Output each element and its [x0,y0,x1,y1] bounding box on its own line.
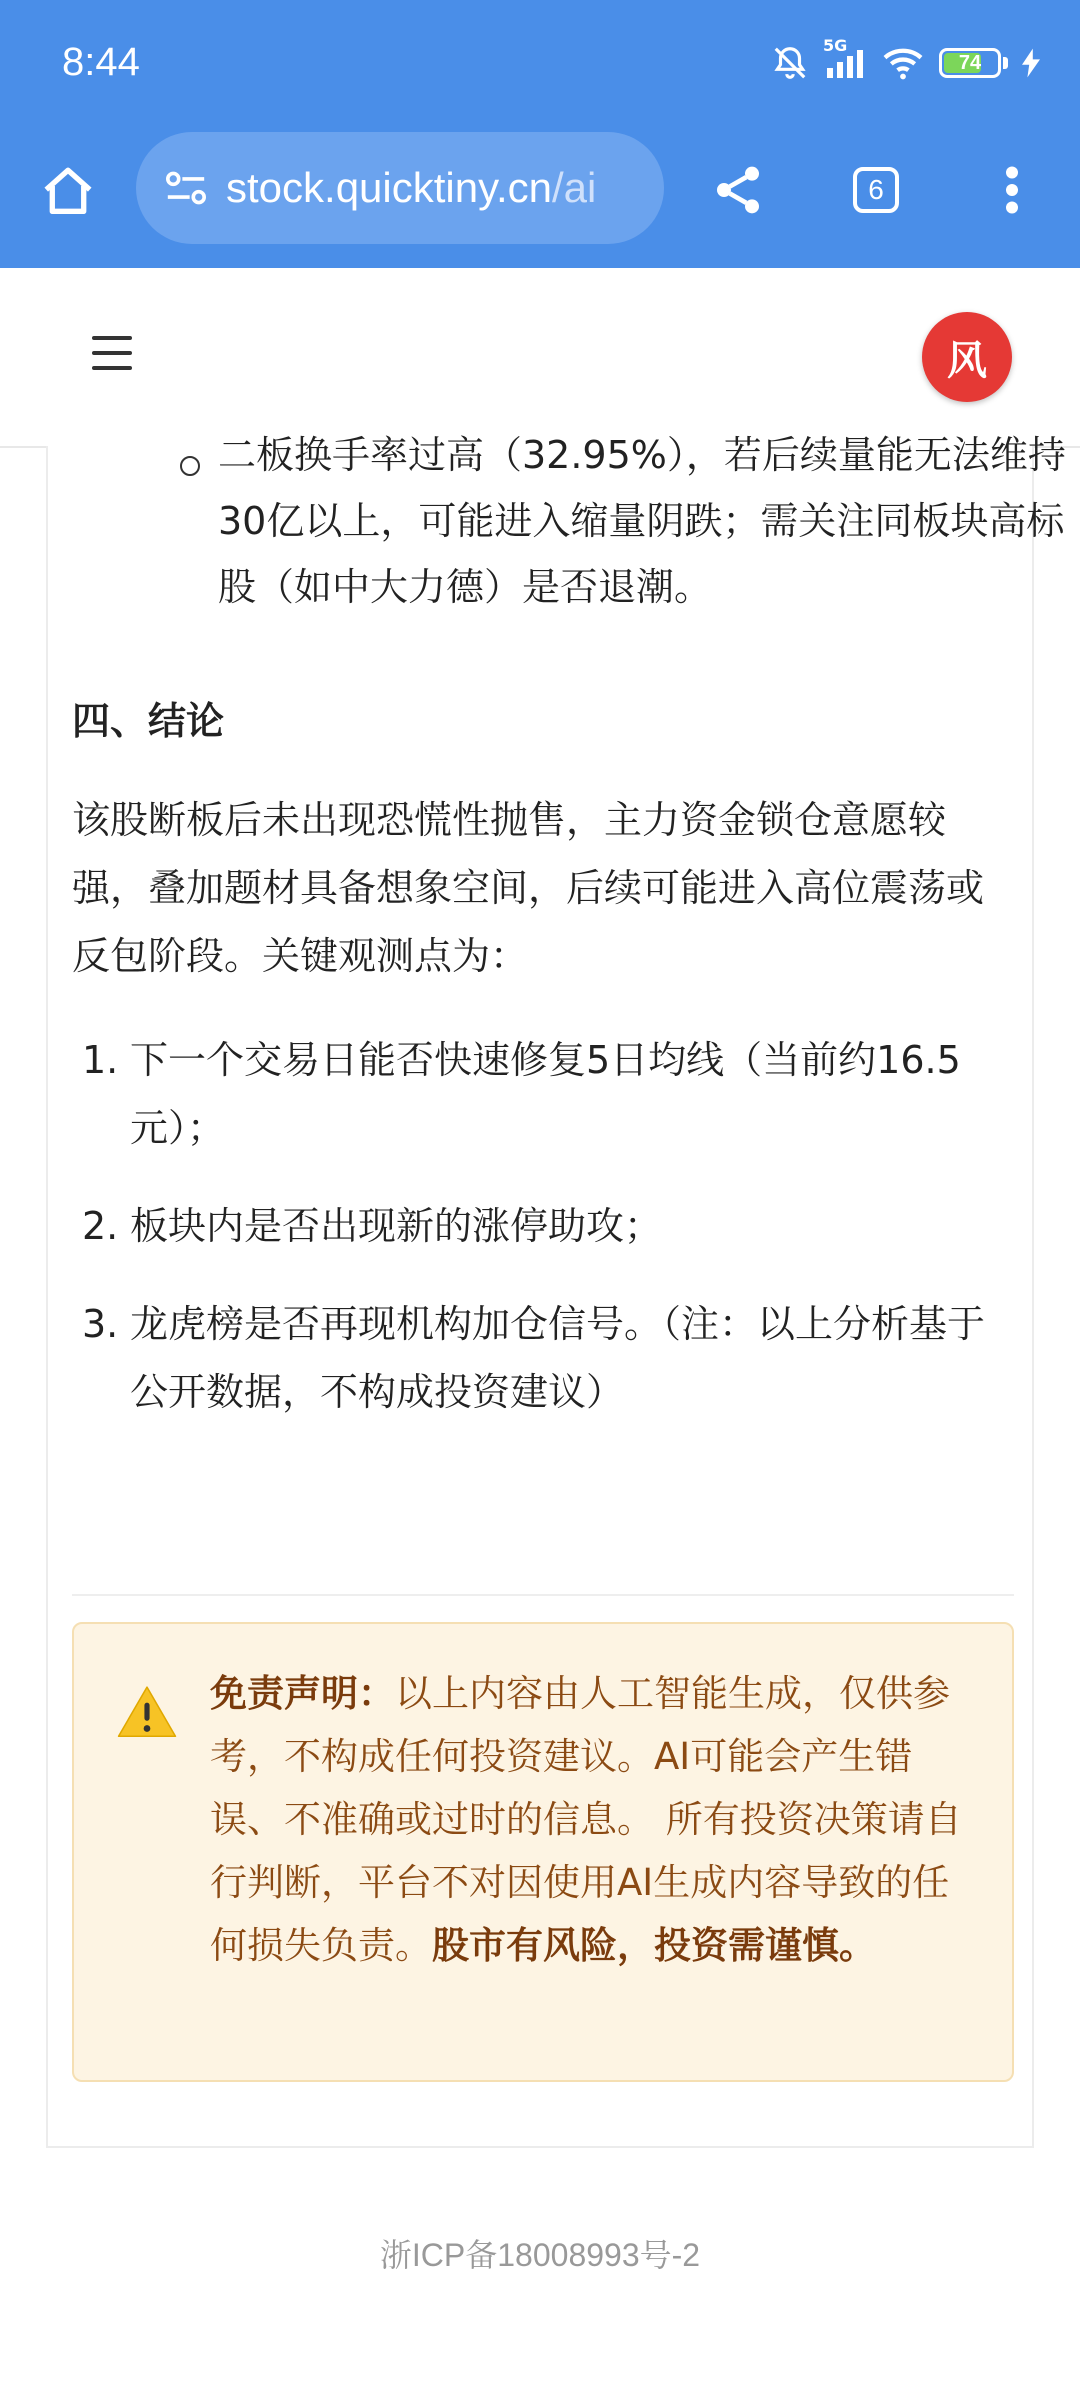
conclusion-paragraph: 该股断板后未出现恐慌性抛售，主力资金锁仓意愿较强，叠加题材具备想象空间，后续可能进入高位震荡或反包阶段。关键观测点为： [72,798,985,978]
share-icon [710,162,766,218]
sub-item-text: 二板换手率过高（32.95%），若后续量能无法维持30亿以上，可能进入缩量阴跌；需关注同板块高标股（如中大力德）是否退潮。 [218,433,1066,609]
network-type: 5G [823,36,848,55]
tab-switcher-button[interactable] [846,160,906,220]
status-bar [0,0,1080,130]
avatar[interactable]: 风 [922,312,1012,402]
bell-off-icon [771,44,809,82]
battery-percent: 74 [958,51,982,74]
url-text[interactable] [226,164,596,212]
url-path: /ai [552,164,597,211]
signal-icon [823,36,867,80]
key-points-list [72,1026,1012,1456]
disclaimer-emphasis: 股市有风险，投资需谨慎。 [432,1924,876,1967]
list-item-text: 龙虎榜是否再现机构加仓信号。（注：以上分析基于公开数据，不构成投资建议） [130,1302,986,1414]
share-button[interactable] [706,158,770,222]
battery-icon [939,48,1001,78]
divider [72,1594,1014,1596]
home-icon [39,163,97,221]
list-item-text: 板块内是否出现新的涨停助攻； [130,1204,663,1248]
overflow-menu-button[interactable] [992,158,1032,222]
wifi-icon [881,45,925,81]
list-number: 1. [82,1038,119,1082]
disclaimer-label: 免责声明： [210,1672,395,1715]
status-icons [771,38,1040,88]
list-item-text: 下一个交易日能否快速修复5日均线（当前约16.5元）； [130,1038,961,1150]
hamburger-menu-icon[interactable] [92,336,132,376]
address-bar[interactable] [136,132,664,244]
warning-icon [116,1682,178,1744]
footer-icp[interactable]: 浙ICP备18008993号-2 [379,2237,701,2273]
list-item [72,1026,1012,1162]
site-settings-icon[interactable] [162,164,210,212]
tab-count: 6 [853,167,899,213]
more-vert-icon [1004,165,1020,215]
list-number: 2. [82,1204,119,1248]
status-time: 8:44 [62,40,140,84]
url-host: stock.quicktiny.cn [226,164,553,211]
battery-indicator [939,48,1008,78]
list-item [72,1290,1012,1426]
url-row [0,132,1080,268]
battery-cap [1003,57,1008,69]
circle-bullet-icon [180,456,200,476]
disclaimer-box [72,1622,1014,2082]
home-button[interactable] [36,160,100,224]
browser-top-bar [0,0,1080,268]
disclaimer-text [210,1662,980,1977]
ai-analysis-card [46,433,1066,2148]
charging-bolt-icon [1022,48,1040,78]
section-title: 四、结论 [72,699,225,743]
disclaimer-body: 以上内容由人工智能生成，仅供参考，不构成任何投资建议。AI可能会产生错误、不准确或过时的信息。 所有投资决策请自行判断，平台不对因使用AI生成内容导致的任何损失负责。 [210,1672,962,1967]
list-number: 3. [82,1302,119,1346]
list-item [72,1192,1012,1260]
